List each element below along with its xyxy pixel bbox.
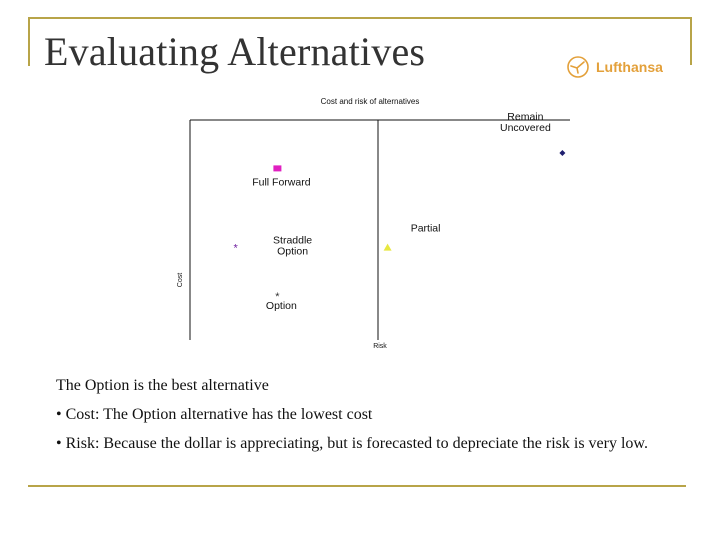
chart-svg [170, 92, 590, 350]
data-point-option: * [275, 291, 280, 303]
lufthansa-logo [566, 54, 663, 80]
point-label-1-0: Full Forward [252, 176, 311, 189]
point-label-3-0: Straddle [273, 234, 313, 247]
point-label-0-0: Remain [507, 111, 544, 123]
y-axis-label: Cost [177, 272, 184, 288]
slide-frame-bottom [28, 485, 686, 487]
slide-frame-top [28, 17, 692, 19]
x-axis-label: Risk [373, 343, 387, 350]
slide-title: Evaluating Alternatives [44, 29, 426, 74]
cost-bullet: • Cost: The Option alternative has the lowest cost [56, 406, 373, 423]
slide-body [56, 376, 656, 463]
data-point-full-forward [273, 165, 281, 171]
crane-icon [566, 55, 590, 79]
chart-title: Cost and risk of alternatives [320, 97, 420, 106]
slide-frame-right [690, 17, 692, 65]
logo-wordmark: Lufthansa [596, 59, 663, 75]
data-point-partial [384, 244, 392, 251]
cost-risk-chart [170, 92, 590, 350]
point-label-3-1: Option [277, 245, 309, 258]
risk-bullet: • Risk: Because the dollar is appreciating, but is forecasted to depreciate the risk is very low. [56, 435, 648, 452]
data-point-remain-uncovered [559, 150, 565, 156]
slide-frame-left [28, 18, 30, 66]
point-label-4-0: Option [265, 300, 297, 312]
point-label-2-0: Partial [410, 222, 441, 235]
conclusion-line: The Option is the best alternative [56, 377, 269, 394]
point-label-0-1: Uncovered [500, 122, 551, 134]
data-point-straddle-option: * [233, 242, 238, 255]
